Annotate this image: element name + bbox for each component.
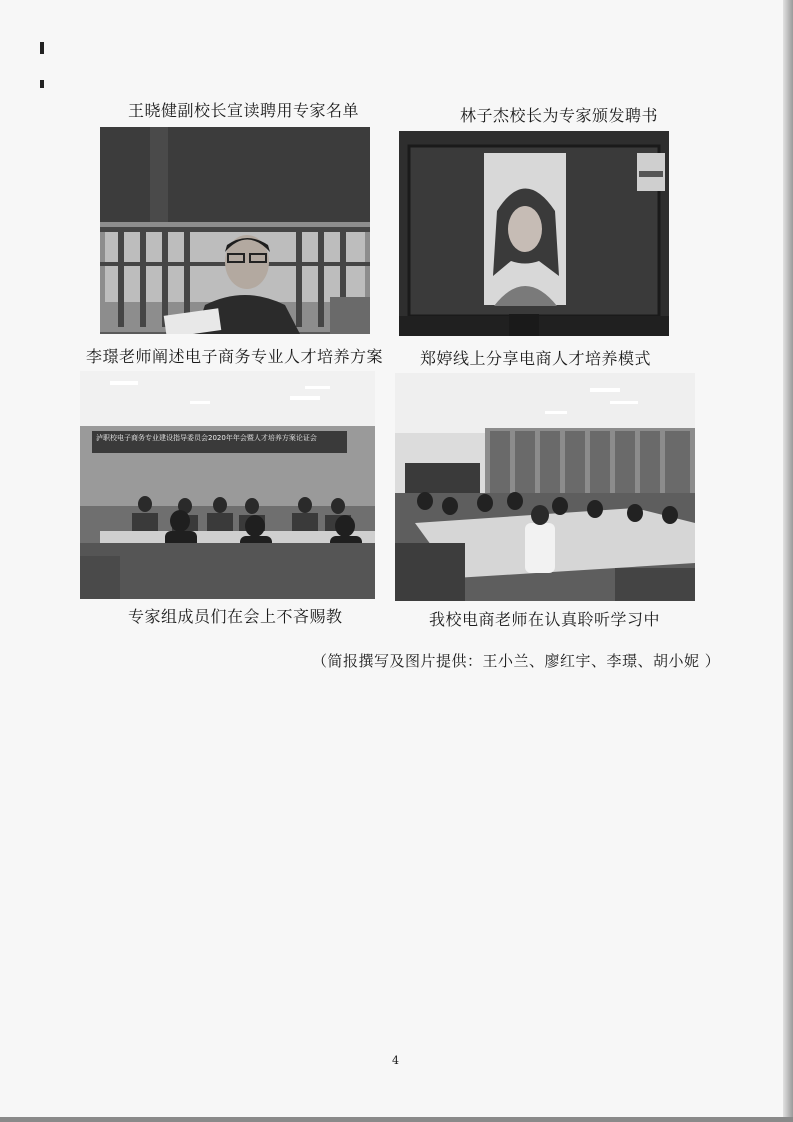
photo-teachers-listening <box>395 373 695 601</box>
page-number: 4 <box>392 1054 399 1067</box>
photo-caption: 专家组成员们在会上不吝赐教 <box>128 607 343 626</box>
photo-caption: 林子杰校长为专家颁发聘书 <box>460 106 659 125</box>
photo-speaker-reading-list <box>100 127 370 334</box>
scan-mark <box>40 80 44 88</box>
photo-certificate-presentation <box>399 131 669 336</box>
photo-caption: 王晓健副校长宣读聘用专家名单 <box>128 101 360 120</box>
photo-caption: 我校电商老师在认真聆听学习中 <box>429 610 661 629</box>
scan-mark <box>40 42 44 54</box>
scan-edge <box>783 0 793 1122</box>
photo-expert-panel-meeting <box>80 371 375 599</box>
photo-credit: （简报撰写及图片提供：王小兰、廖红宇、李璟、胡小妮 ） <box>312 652 721 670</box>
meeting-banner: 泸职校电子商务专业建设指导委员会2020年年会暨人才培养方案论证会 <box>96 434 317 442</box>
photo-caption: 李璟老师阐述电子商务专业人才培养方案 <box>86 347 384 366</box>
photo-caption: 郑婷线上分享电商人才培养模式 <box>420 349 652 368</box>
scan-edge-bottom <box>0 1117 793 1122</box>
